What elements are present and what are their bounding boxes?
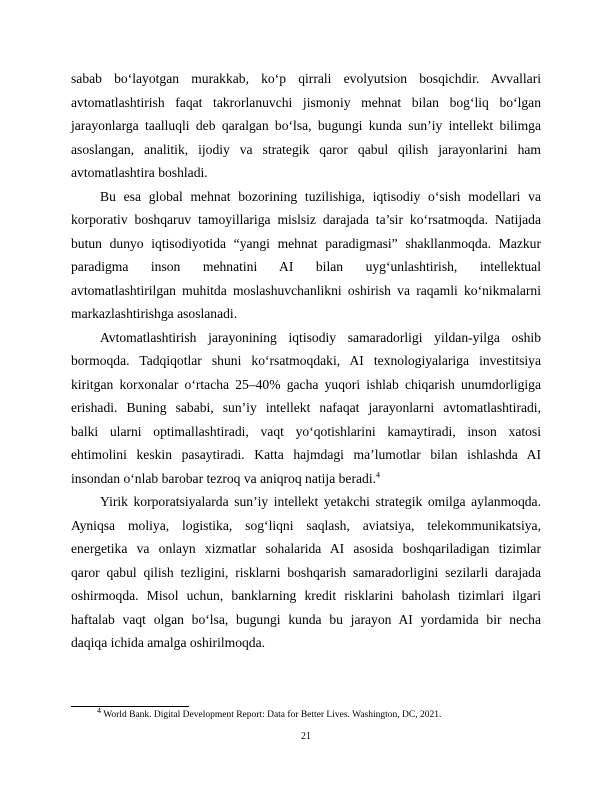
paragraph <box>71 67 541 185</box>
text-line: qaror qabul qilish tezligini, risklarni boshqarish samaradorligini sezilarli darajada <box>71 564 541 580</box>
paragraph <box>71 490 541 655</box>
text-line: insondan o‘nlab barobar tezroq va aniqroq natija beradi.$^4$ <box>71 469 380 486</box>
text-line: daqiqa ichida amalga oshirilmoqda. <box>71 635 266 650</box>
text-line: balki ularni optimallashtiradi, vaqt yo‘qotishlarini kamaytiradi, inson xatosi <box>71 423 541 439</box>
text-line: erishadi. Buning sababi, sun’iy intellekt nafaqat jarayonlarni avtomatlashtiradi, <box>71 400 541 415</box>
text-line: bormoqda. Tadqiqotlar shuni ko‘rsatmoqdaki, AI texnologiyalariga investitsiya <box>71 353 541 368</box>
footnote-number: 4 <box>97 705 101 715</box>
text-line: energetika va onlayn xizmatlar sohalarida AI asosida boshqariladigan tizimlar <box>71 541 541 556</box>
text-line: butun dunyo iqtisodiyotida “yangi mehnat paradigmasi” shakllanmoqda. Mazkur <box>71 235 541 251</box>
text-line: Avtomatlashtirish jarayonining iqtisodiy samaradorligi yildan-yilga oshib <box>100 329 541 345</box>
text-line: Yirik korporatsiyalarda sun’iy intellekt yetakchi strategik omilga aylanmoqda. <box>100 494 541 509</box>
paragraph <box>71 185 541 326</box>
text-line: kiritgan korxonalar o‘rtacha 25–40% gacha yuqori ishlab chiqarish unumdorligiga <box>71 376 541 392</box>
text-line: markazlashtirishga asoslanadi. <box>71 306 238 321</box>
text-line: jarayonlarga taalluqli deb qaralgan bo‘lsa, bugungi kunda sun’iy intellekt bilimga <box>71 118 541 133</box>
footnote <box>97 705 442 720</box>
text-line: avtomatlashtirish faqat takrorlanuvchi jismoniy mehnat bilan bog‘liq bo‘lgan <box>71 94 541 110</box>
text-line: Bu esa global mehnat bozorining tuzilishiga, iqtisodiy o‘sish modellari va <box>100 188 541 204</box>
text-line: asoslangan, analitik, ijodiy va strategik qaror qabul qilish jarayonlarini ham <box>71 141 541 157</box>
footnote-text: World Bank. Digital Development Report: Data for Better Lives. Washington, DC, 2021. <box>103 710 442 720</box>
text-line: korporativ boshqaruv tamoyillariga mislsiz darajada ta’sir ko‘rsatmoqda. Natijada <box>71 212 541 227</box>
text-line: ehtimolini keskin pasaytiradi. Katta hajmdagi ma’lumotlar bilan ishlashda AI <box>71 447 541 462</box>
text-line: Ayniqsa moliya, logistika, sog‘liqni saqlash, aviatsiya, telekommunikatsiya, <box>71 517 541 533</box>
text-line: avtomatlashtira boshladi. <box>71 165 208 180</box>
footnote-separator <box>71 706 189 707</box>
text-line: paradigma inson mehnatini AI bilan uyg‘unlashtirish, intellektual <box>71 259 541 274</box>
paragraph <box>71 326 541 491</box>
text-line: oshirmoqda. Misol uchun, banklarning kredit risklarini baholash tizimlari ilgari <box>71 588 541 603</box>
text-line: sabab bo‘layotgan murakkab, ko‘p qirrali evolyutsion bosqichdir. Avvallari <box>71 71 541 86</box>
text-line: haftalab vaqt olgan bo‘lsa, bugungi kunda bu jarayon AI yordamida bir necha <box>71 611 541 627</box>
document-body <box>71 67 541 655</box>
text-line: avtomatlashtirilgan muhitda moslashuvchanlikni oshirish va raqamli ko‘nikmalarni <box>71 282 541 298</box>
footnote-reference[interactable]: 4 <box>376 469 380 479</box>
page-number: 21 <box>301 731 311 742</box>
